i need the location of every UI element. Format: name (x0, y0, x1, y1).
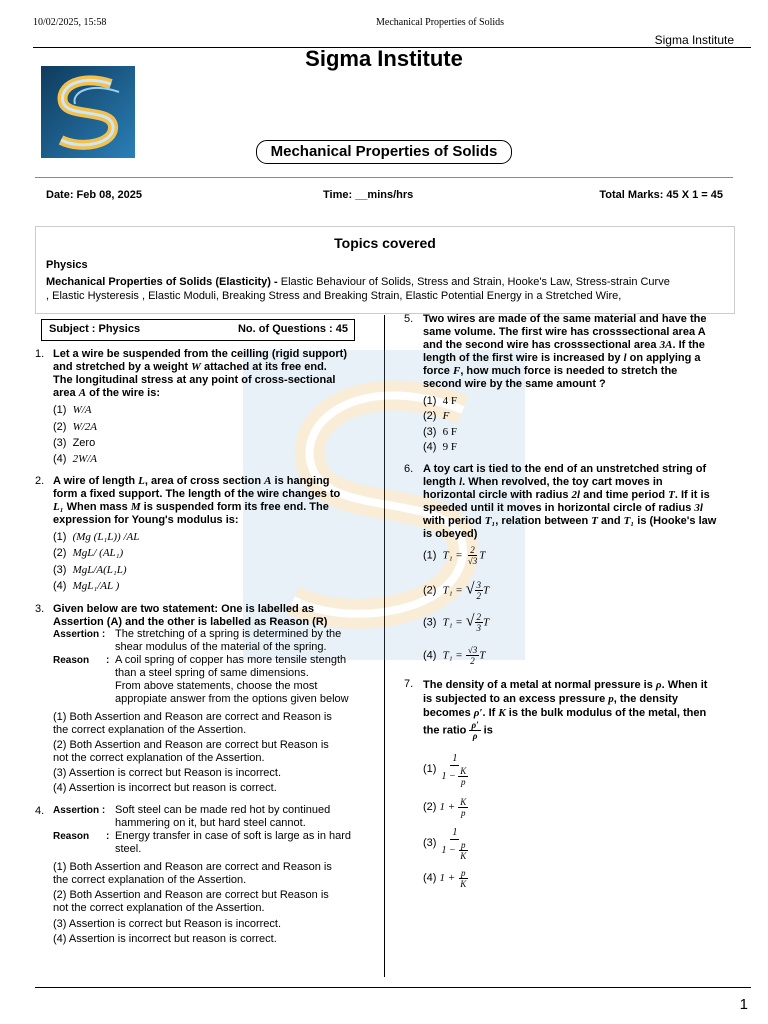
q6-option[interactable] (423, 580, 489, 601)
fraction-num: √3 (467, 645, 478, 655)
option-text: 2W/A (72, 453, 98, 465)
q4-reason (115, 830, 375, 856)
option-label: (2) (53, 421, 67, 433)
q6-line: horizontal circle with radius (423, 489, 572, 501)
q1-line: area (53, 387, 79, 399)
fraction-num: 2 (476, 612, 482, 622)
option-label: (1) (423, 549, 437, 562)
q4-option[interactable] (53, 889, 373, 915)
q2-stem (53, 475, 373, 527)
q4-option[interactable]: (4) Assertion is incorrect but reason is correct. (53, 933, 277, 945)
option-label: (1) (423, 395, 437, 407)
fraction-den: 3 (476, 623, 482, 633)
footer-divider (35, 987, 751, 988)
option-text: W/A (72, 404, 92, 416)
q6-line: is (Hooke's law (634, 515, 717, 527)
q6-line: with period (423, 515, 485, 527)
q6-option[interactable] (423, 545, 485, 566)
q1-math: W (191, 361, 201, 373)
option-text: (Mg (L₁L)) /AL (72, 531, 140, 543)
option-label: (1) (53, 404, 67, 416)
option-label: (3) (53, 437, 67, 449)
q2-line: , area of cross section (144, 475, 265, 487)
fraction-num: 1 (452, 827, 458, 838)
q1-math: A (78, 387, 87, 399)
q7-line: . If (482, 707, 499, 719)
option-label: (4) (53, 580, 67, 592)
q7-math: ρ (655, 679, 662, 691)
q5-option[interactable] (423, 395, 457, 408)
q5-math: l (623, 352, 627, 364)
q6-number: 6. (404, 463, 414, 475)
fraction-num: K (460, 766, 467, 776)
q2-math: L (138, 475, 145, 487)
q4-assertion-label: Assertion : (53, 805, 106, 816)
q2-option[interactable] (53, 564, 127, 577)
option-label: (4) (53, 453, 67, 465)
option-fraction (466, 645, 479, 666)
option-text: (2) Both Assertion and Reason are correct but Reason is (53, 889, 329, 901)
q7-line: . When it (661, 679, 708, 691)
q1-line: Let a wire be suspended from the ceilling (rigid support) (53, 348, 347, 360)
q3-reason-label: Reason (53, 655, 90, 666)
q4-number: 4. (35, 805, 45, 817)
q5-line: force (423, 365, 453, 377)
q3-number: 3. (35, 603, 45, 615)
q2-option[interactable] (53, 547, 123, 560)
q2-option[interactable] (53, 580, 119, 593)
fraction-den: p (461, 777, 466, 787)
q1-option[interactable] (53, 437, 95, 450)
q5-option[interactable] (423, 426, 457, 439)
q6-math: T (591, 515, 598, 527)
option-var: T (479, 549, 486, 562)
option-text: MgL/ (AL₁) (72, 547, 124, 559)
q3-line: Given below are two statement: One is labelled as (53, 603, 315, 615)
q2-math: M (130, 501, 141, 513)
q7-line: The density of a metal at normal pressure is (423, 679, 656, 691)
q3-assertion (115, 628, 375, 654)
nested-fraction (458, 766, 468, 787)
option-label: (2) (423, 801, 437, 813)
option-var: T (479, 649, 486, 662)
q2-math: A (264, 475, 272, 487)
q7-option[interactable] (423, 797, 468, 818)
q2-line: expression for Young's modulus is: (53, 514, 239, 526)
print-datetime: 10/02/2025, 15:58 (33, 17, 107, 28)
q2-option[interactable] (53, 531, 139, 544)
q7-line: becomes (423, 707, 474, 719)
total-marks: Total Marks: 45 X 1 = 45 (599, 189, 723, 201)
q3-option[interactable] (53, 711, 373, 737)
option-fraction (466, 545, 479, 566)
q2-number: 2. (35, 475, 45, 487)
q1-option[interactable] (53, 421, 97, 434)
option-text: 4 F (442, 395, 457, 407)
option-text: the correct explanation of the Assertion. (53, 874, 247, 886)
q2-math: L₁ (53, 501, 64, 513)
q6-math: 3l (694, 502, 703, 514)
q5-line: same volume. The first wire has crosssectional area A (423, 326, 706, 338)
q4-assertion-line: hammering on it, but hard steel cannot. (115, 817, 306, 829)
q3-option[interactable]: (3) Assertion is correct but Reason is incorrect. (53, 767, 282, 779)
q4-option[interactable]: (3) Assertion is correct but Reason is incorrect. (53, 918, 282, 930)
q3-option[interactable] (53, 739, 373, 765)
option-text: F (442, 410, 450, 422)
q4-assertion (115, 804, 375, 830)
option-text: Zero (72, 437, 96, 449)
q7-math: ρ′ (473, 707, 483, 719)
option-text: 1 + (439, 872, 456, 884)
q7-option[interactable] (423, 752, 470, 787)
q6-math: 2l (571, 489, 581, 501)
fraction-num: 1 (452, 753, 458, 764)
option-label: (1) (423, 763, 437, 775)
q6-option[interactable] (423, 612, 489, 633)
option-label: (3) (423, 837, 437, 849)
q1-line: of the wire is: (86, 387, 161, 399)
q1-line: and stretched by a weight (53, 361, 192, 373)
q1-number: 1. (35, 348, 45, 360)
q1-line: attached at its free end. (200, 361, 327, 373)
option-label: (1) (53, 531, 67, 543)
q4-reason-label: Reason (53, 831, 90, 842)
option-var: T (483, 584, 490, 597)
q3-assertion-line: shear modulus of the material of the spring. (115, 641, 327, 653)
option-text: MgL₁/AL ) (72, 580, 120, 592)
fraction-den: K (460, 879, 467, 889)
option-text: 1 + (439, 801, 456, 813)
fraction-num: K (460, 797, 467, 807)
q6-line: and (598, 515, 624, 527)
option-fraction (475, 612, 484, 633)
test-date: Date: Feb 08, 2025 (46, 189, 142, 201)
sqrt-sign: √ (465, 612, 475, 630)
q5-option[interactable] (423, 410, 449, 423)
fraction-den: ρ (472, 731, 478, 741)
option-label: (3) (423, 616, 437, 629)
option-fraction (475, 580, 484, 601)
q7-line: the ratio (423, 724, 470, 737)
option-label: (3) (53, 564, 67, 576)
q3-assertion-line: The stretching of a spring is determined by the (115, 628, 342, 640)
q6-line: . If it is (674, 489, 710, 501)
q1-option[interactable] (53, 404, 92, 417)
option-lhs: T₁ = (442, 584, 463, 597)
q7-stem (423, 678, 748, 720)
subject-label: Subject : Physics (49, 323, 141, 335)
q1-option[interactable] (53, 453, 97, 466)
test-time: Time: __mins/hrs (323, 189, 414, 201)
institute-small: Sigma Institute (654, 33, 734, 47)
q7-line: is subjected to an excess pressure (423, 693, 609, 705)
q6-line: and time period (580, 489, 669, 501)
option-label: (4) (423, 441, 437, 453)
topics-heading: Topics covered (334, 235, 436, 251)
topics-box (35, 226, 735, 314)
q6-option[interactable] (423, 645, 485, 666)
q5-number: 5. (404, 313, 414, 325)
q5-line: second wire by the same amount ? (423, 378, 606, 390)
topics-chapter: Mechanical Properties of Solids (Elasticity) - (46, 276, 278, 288)
q3-stem (53, 603, 373, 629)
header-divider (35, 177, 733, 178)
q3-line: Assertion (A) and the other is labelled as Reason (R) (53, 616, 328, 628)
option-text: the correct explanation of the Assertion. (53, 724, 247, 736)
topics-line2: , Elastic Hysteresis , Elastic Moduli, Breaking Stress and Breaking Strain, Elastic Potential Energy in a Stretched Wire, (46, 290, 622, 302)
option-text: 6 F (442, 426, 457, 438)
option-text: (1) Both Assertion and Reason are correct and Reason is (53, 711, 332, 723)
den-part: 1 − (441, 844, 456, 856)
q6-math: T₁ (623, 515, 635, 527)
option-label: (2) (423, 410, 437, 422)
topics-line1: Elastic Behaviour of Solids, Stress and Strain, Hooke's Law, Stress-strain Curve (277, 276, 670, 288)
fraction-den (440, 840, 471, 861)
topics-list (46, 275, 716, 303)
option-text: W/2A (72, 421, 98, 433)
q3-reason-line: appropiate answer from the options given below (115, 693, 349, 705)
question-count: No. of Questions : 45 (237, 323, 348, 335)
option-lhs: T₁ = (442, 616, 463, 629)
option-label: (2) (423, 584, 437, 597)
option-fraction (458, 797, 468, 818)
q6-line: speeded until it moves in horizontal circle of radius (423, 502, 695, 514)
q7-line: is the bulk modulus of the metal, then (505, 707, 707, 719)
den-part: 1 − (441, 770, 456, 782)
q3-reason-line: A coil spring of copper has more tensile stength (115, 654, 347, 666)
q3-reason-line: From above statements, choose the most (115, 680, 318, 692)
q5-stem (423, 313, 748, 391)
option-text: not the correct explanation of the Assertion. (53, 752, 265, 764)
q2-line: A wire of length (53, 475, 139, 487)
q6-math: T (668, 489, 675, 501)
q1-line: The longitudinal stress at any point of cross-sectional (53, 374, 336, 386)
q5-option[interactable] (423, 441, 457, 454)
q4-reason-line: steel. (115, 843, 142, 855)
q3-option[interactable]: (4) Assertion is incorrect but reason is correct. (53, 782, 277, 794)
institute-logo (41, 66, 135, 158)
q5-line: length of the first wire is increased by (423, 352, 624, 364)
option-lhs: T₁ = (442, 549, 463, 562)
q6-math: T₁ (484, 515, 496, 527)
q5-math: F (452, 365, 461, 377)
chapter-title: Mechanical Properties of Solids (256, 140, 512, 164)
option-lhs: T₁ = (442, 649, 463, 662)
fraction-num: 3 (476, 580, 482, 590)
q5-math: 3A (659, 339, 673, 351)
subject-box (41, 319, 355, 341)
q5-line: and the second wire has crosssectional area (423, 339, 660, 351)
q2-line: is suspended form its free end. The (140, 501, 329, 513)
fraction-den: p (461, 808, 466, 818)
topics-subject: Physics (46, 259, 88, 271)
option-label: (4) (423, 872, 437, 884)
ratio-fraction (469, 720, 480, 741)
q7-number: 7. (404, 678, 414, 690)
option-var: T (483, 616, 490, 629)
option-fraction (458, 868, 468, 889)
option-text: (1) Both Assertion and Reason are correct and Reason is (53, 861, 332, 873)
option-fraction (440, 752, 471, 787)
q3-assertion-label: Assertion : (53, 629, 106, 640)
q7-line: , the density (613, 693, 678, 705)
q7-option[interactable] (423, 826, 470, 861)
q4-assertion-line: Soft steel can be made red hot by continued (115, 804, 331, 816)
q4-reason-line: Energy transfer in case of soft is large as in hard (115, 830, 352, 842)
nested-fraction (458, 840, 468, 861)
q6-line: length (423, 476, 460, 488)
fraction-num: ρ′ (471, 720, 479, 730)
option-text: not the correct explanation of the Assertion. (53, 902, 265, 914)
q3-reason (115, 654, 375, 706)
option-text: MgL/A(L₁L) (72, 564, 127, 576)
fraction-den: 2 (476, 591, 482, 601)
q7-ratio-line (423, 720, 493, 741)
print-title: Mechanical Properties of Solids (376, 17, 505, 28)
fraction-den (440, 766, 471, 787)
option-fraction (440, 826, 471, 861)
page-number: 1 (739, 996, 748, 1013)
q2-line: When mass (63, 501, 131, 513)
q6-line: A toy cart is tied to the end of an unstretched string of (423, 463, 707, 475)
fraction-num: 2 (470, 545, 475, 555)
fraction-den: 2 (470, 656, 475, 666)
option-label: (2) (53, 547, 67, 559)
q7-line: is (480, 724, 493, 737)
q4-reason-colon: : (106, 831, 110, 842)
q7-math: p (608, 693, 614, 705)
q6-stem (423, 463, 748, 541)
institute-title: Sigma Institute (305, 46, 463, 71)
q2-line: form a fixed support. The length of the wire changes to (53, 488, 341, 500)
fraction-num: p (461, 840, 466, 850)
q3-reason-line: than a steel spring of same dimensions. (115, 667, 309, 679)
option-text: (2) Both Assertion and Reason are correct but Reason is (53, 739, 329, 751)
option-label: (4) (423, 649, 437, 662)
q6-math: l (459, 476, 463, 488)
fraction-den: √3 (467, 556, 478, 566)
q5-line: , how much force is needed to stretch the (460, 365, 678, 377)
q7-option[interactable] (423, 868, 468, 889)
q5-line: on applying a (626, 352, 701, 364)
q6-line: , relation between (495, 515, 592, 527)
fraction-den: K (460, 851, 467, 861)
q1-stem (53, 348, 373, 400)
q7-math: K (498, 707, 506, 719)
q5-line: Two wires are made of the same material and have the (423, 313, 707, 325)
option-text: 9 F (442, 441, 457, 453)
q6-line: . When revolved, the toy cart moves in (462, 476, 663, 488)
option-label: (3) (423, 426, 437, 438)
q3-reason-colon: : (106, 655, 110, 666)
fraction-num: p (461, 868, 466, 878)
sqrt-sign: √ (465, 580, 475, 598)
q5-line: . If the (672, 339, 705, 351)
q6-line: is obeyed) (423, 528, 478, 540)
q2-line: is hanging (271, 475, 330, 487)
q4-option[interactable] (53, 861, 373, 887)
